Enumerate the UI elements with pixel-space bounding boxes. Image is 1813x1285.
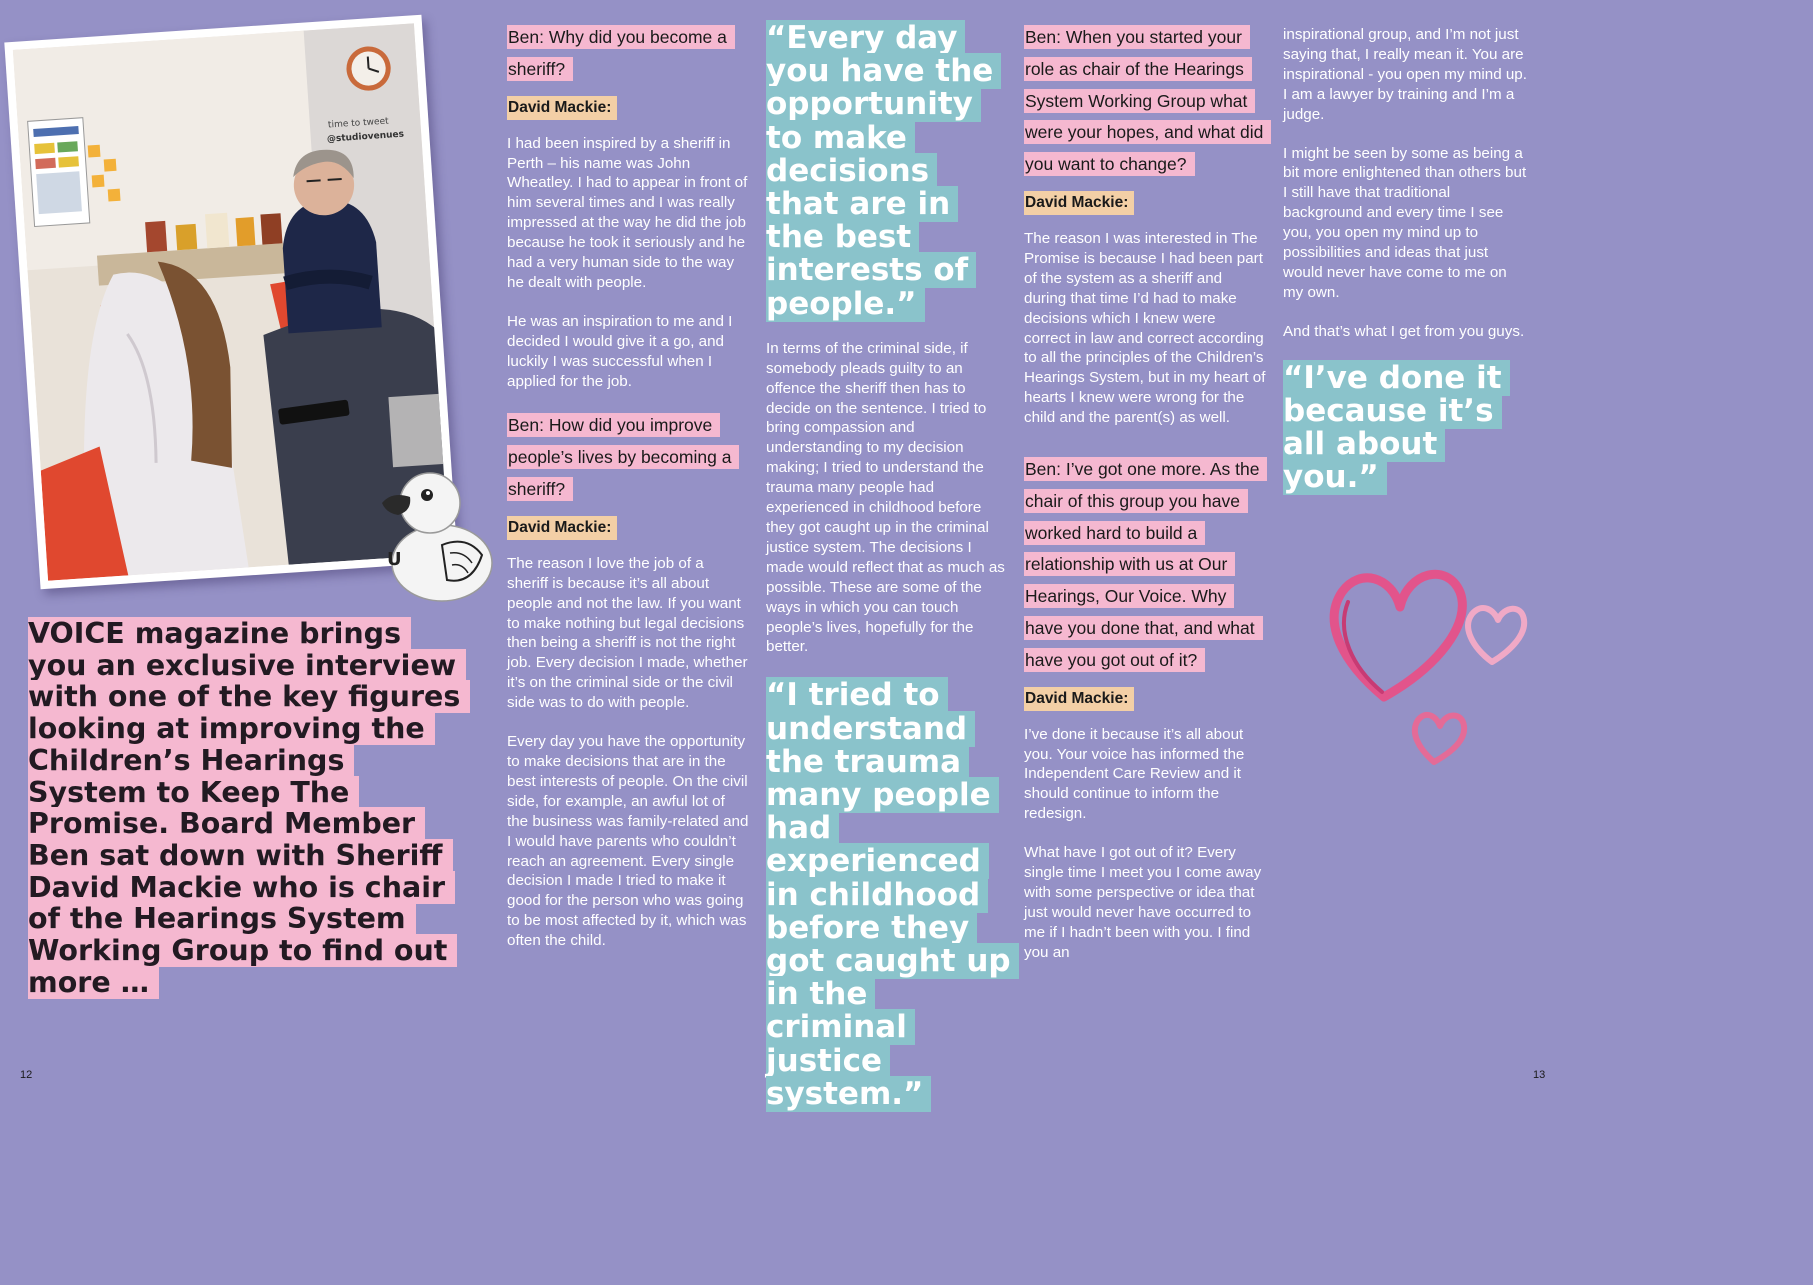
column-1 xyxy=(507,22,749,970)
speaker-tag: David Mackie: xyxy=(1024,191,1134,215)
answer-4-para-1: I’ve done it because it’s all about you. Your voice has informed the Independent Care Review and it should continue to inform the redesign. xyxy=(1024,725,1245,823)
speaker-tag: David Mackie: xyxy=(1024,687,1134,711)
wall-text-1: time to tweet xyxy=(327,116,389,131)
speaker-tag: David Mackie: xyxy=(507,516,617,540)
continued-para-3: And that’s what I get from you guys. xyxy=(1283,322,1525,340)
intro-text: VOICE magazine brings you an exclusive interview with one of the key figures looking at improving the Children’s Hearings System to Keep The Promise. Board Member Ben sat down with Sheriff David Mackie who is chair of the Hearings System Working Group to find out more … xyxy=(28,617,470,999)
question-3 xyxy=(1024,22,1266,181)
speaker-tag: David Mackie: xyxy=(507,96,617,120)
page-number-left: 12 xyxy=(20,1069,33,1081)
intro-headline xyxy=(28,618,468,998)
pull-quote-3 xyxy=(1283,359,1508,496)
column-2 xyxy=(766,22,1011,1111)
answer-2-para-1: The reason I love the job of a sheriff is because it’s all about people and not the law. If you want to make nothing but legal decisions then being a sheriff is not the right job. Every decision I made, whether it’s on the criminal side or the civil side was to do with people. xyxy=(507,554,748,712)
duck-letter: U xyxy=(387,549,402,570)
rubber-duck-icon xyxy=(372,455,497,605)
criminal-side-paragraph: In terms of the criminal side, if somebody pleads guilty to an offence the sheriff then has to decide on the sentence. I tried to bring compassion and understanding to my decision making; I tried to understand the trauma many people had experienced in childhood before they got caught up in the criminal justice system. The decisions I made would reflect that as much as possible. These are some of the ways in which you can touch people’s lives, hopefully for the better. xyxy=(766,339,1005,656)
column-4 xyxy=(1283,25,1531,495)
column-3 xyxy=(1024,22,1266,982)
answer-3: The reason I was interested in The Promise is because I had been part of the system as a sheriff and during that time I’d had to make decisions which I knew were correct in law and correct according to all the principles of the Children’s Hearings System, but in my heart of hearts I knew were wrong for the child and the parent(s) as well. xyxy=(1024,229,1266,427)
hearts-decoration-icon xyxy=(1322,562,1532,772)
continued-para-2: I might be seen by some as being a bit more enlightened than others but I still have that traditional background and every time I see you, you open my mind up to possibilities and ideas that just would never have come to me on my own. xyxy=(1283,144,1527,301)
question-2 xyxy=(507,410,749,505)
pull-quote-2-text: “I tried to understand the trauma many people had experienced in childhood before they got caught up in the criminal justice system.” xyxy=(766,677,1019,1111)
answer-4-para-2: What have I got out of it? Every single time I meet you I come away with some perspective or idea that just would never have occurred to me if I hadn’t been with you. I find you an xyxy=(1024,844,1262,961)
answer-1-para-2: He was an inspiration to me and I decided I would give it a go, and luckily I was successful when I applied for the job. xyxy=(507,312,733,390)
question-4 xyxy=(1024,454,1266,677)
wall-text-2: @studiovenues xyxy=(326,129,405,145)
pull-quote-1 xyxy=(766,22,1011,321)
pull-quote-2 xyxy=(766,679,1011,1111)
answer-2-para-2: Every day you have the opportunity to make decisions that are in the best interests of people. On the civil side, for example, an awful lot of the business was family-related and I would have parents who couldn’t reach an agreement. Every single decision I made I tried to make it good for the person who was going to be most affected by it, which was often the child. xyxy=(507,733,749,950)
continued-para-1: inspirational group, and I’m not just saying that, I really mean it. You are inspirational - you open my mind up. I am a lawyer by training and I’m a judge. xyxy=(1283,26,1527,123)
answer-1-para-1: I had been inspired by a sheriff in Perth – his name was John Wheatley. I had to appear in front of him several times and I was really impressed at the way he did the job because he took it seriously and he had a very human side to the way he dealt with people. xyxy=(507,134,748,291)
pull-quote-3-text: “I’ve done it because it’s all about you.” xyxy=(1283,360,1510,496)
pull-quote-1-text: “Every day you have the opportunity to make decisions that are in the best interests of people.” xyxy=(766,20,1001,322)
question-4-text: Ben: I’ve got one more. As the chair of this group you have worked hard to build a relationship with us at Our Hearings, Our Voice. Why have you done that, and what have you got out of it? xyxy=(1024,457,1267,672)
question-1 xyxy=(507,22,749,86)
question-1-text: Ben: Why did you become a sheriff? xyxy=(507,25,735,81)
question-3-text: Ben: When you started your role as chair of the Hearings System Working Group what were your hopes, and what did you want to change? xyxy=(1024,25,1271,176)
question-2-text: Ben: How did you improve people’s lives by becoming a sheriff? xyxy=(507,413,739,501)
page-number-right: 13 xyxy=(1533,1069,1546,1081)
